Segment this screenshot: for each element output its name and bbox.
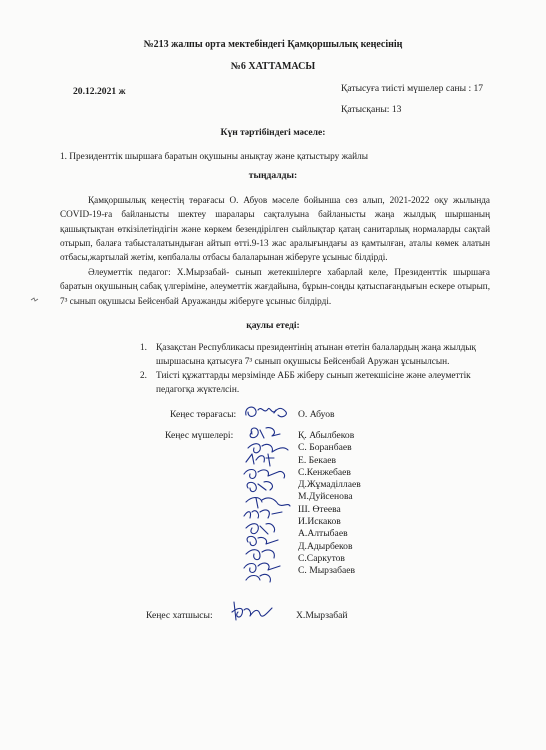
protocol-number: №6 ХАТТАМАСЫ — [230, 61, 316, 72]
member-name: Д.Жұмаділлаев — [298, 479, 361, 491]
members-list — [298, 430, 361, 578]
resolution-item — [140, 342, 480, 370]
secretary-signature — [228, 598, 276, 624]
members-signatures — [238, 424, 304, 584]
resolution-heading: қаулы етеді: — [246, 320, 300, 331]
resolution-item-number: 2. — [140, 370, 147, 381]
listened-heading: тыңдалды: — [248, 170, 298, 181]
resolution-item-text: Тиісті құжаттарды мерзімінде АББ жіберу сынып жетекшісіне және әлеуметтік педагогқа жүктелсін. — [156, 370, 471, 395]
attendees-present: Қатысқаны: 13 — [341, 104, 402, 115]
resolution-item-number: 1. — [140, 343, 147, 353]
listened-paragraph-social-pedagogue: Әлеуметтік педагог: Х.Мырзабай- сынып жетекшілерге хабарлай келе, Президенттік шыршаға баратын оқушының сабақ үлгеріміне, әлеуметтік жағдайына, бұрын-соңды қатыспағандығын ескере отырып, 7³ сынып оқушысы Бейсенбай Аруажанды жіберуге ұсыныс білдірді. — [60, 267, 490, 306]
listened-paragraph-chair: Қамқоршылық кеңестің төрағасы О. Абуов мәселе бойынша сөз алып, 2021-2022 оқу жылында COVID-19-ға байланысты шектеу шаралары сақталуына байланысты жаңа жылдық шыршаның қашықтықтан өткізілетіндігін және көркем безендірілген сыйлықтар қатаң санитарлық нормаларды сақтай отырып, балаға табысталатындыған айтып өтті.9-13 жас аралығындағы аз қамтылған, аталы көмек алатын отбасы,жартылай жетім, көпбалалы отбасы балаларынан жіберуге ұсыныс білдірді. — [60, 195, 490, 262]
resolution-item — [140, 370, 480, 398]
members-label: Кеңес мүшелері: — [165, 430, 234, 441]
chair-label: Кеңес төрағасы: — [170, 409, 237, 420]
document-title: №213 жалпы орта мектебіндегі Қамқоршылық кеңесінің — [143, 39, 403, 50]
secretary-label: Кеңес хатшысы: — [146, 610, 213, 621]
attendees-total: Қатысуға тиісті мүшелер саны : 17 — [341, 83, 484, 94]
resolution-item-text: Қазақстан Республикасы президентінің атынан өтетін балалардың жаңа жылдық шыршасына қатысуға 7³ сынып оқушысы Бейсенбай Аружан ұсынылсын. — [156, 343, 477, 367]
chair-signature — [242, 401, 292, 423]
member-name: С.Кенжебаев — [298, 466, 351, 478]
member-name: С. Мырзабаев — [298, 565, 356, 577]
scan-speck — [30, 296, 40, 304]
member-name: Ш. Өтеева — [298, 503, 341, 515]
chair-name: О. Абуов — [298, 409, 335, 420]
member-name: А.Алтыбаев — [298, 528, 348, 540]
agenda-item: 1. Президенттік шыршаға баратын оқушыны анықтау және қатыстыру жайлы — [60, 152, 368, 162]
member-name: Қ. Абылбеков — [298, 430, 355, 441]
meeting-date: 20.12.2021 ж — [73, 86, 126, 97]
member-name: И.Искаков — [298, 516, 341, 528]
agenda-heading: Күн тәртібіндегі мәселе: — [220, 127, 326, 138]
member-name: С.Саркутов — [298, 552, 345, 564]
member-name: С. Боранбаев — [298, 442, 352, 454]
member-name: Д.Адырбеков — [298, 540, 353, 552]
resolution-list — [140, 342, 480, 398]
member-name: Е. Бекаев — [298, 454, 336, 466]
secretary-name: Х.Мырзабай — [296, 610, 348, 621]
member-name: М.Дуйсенова — [298, 491, 353, 503]
